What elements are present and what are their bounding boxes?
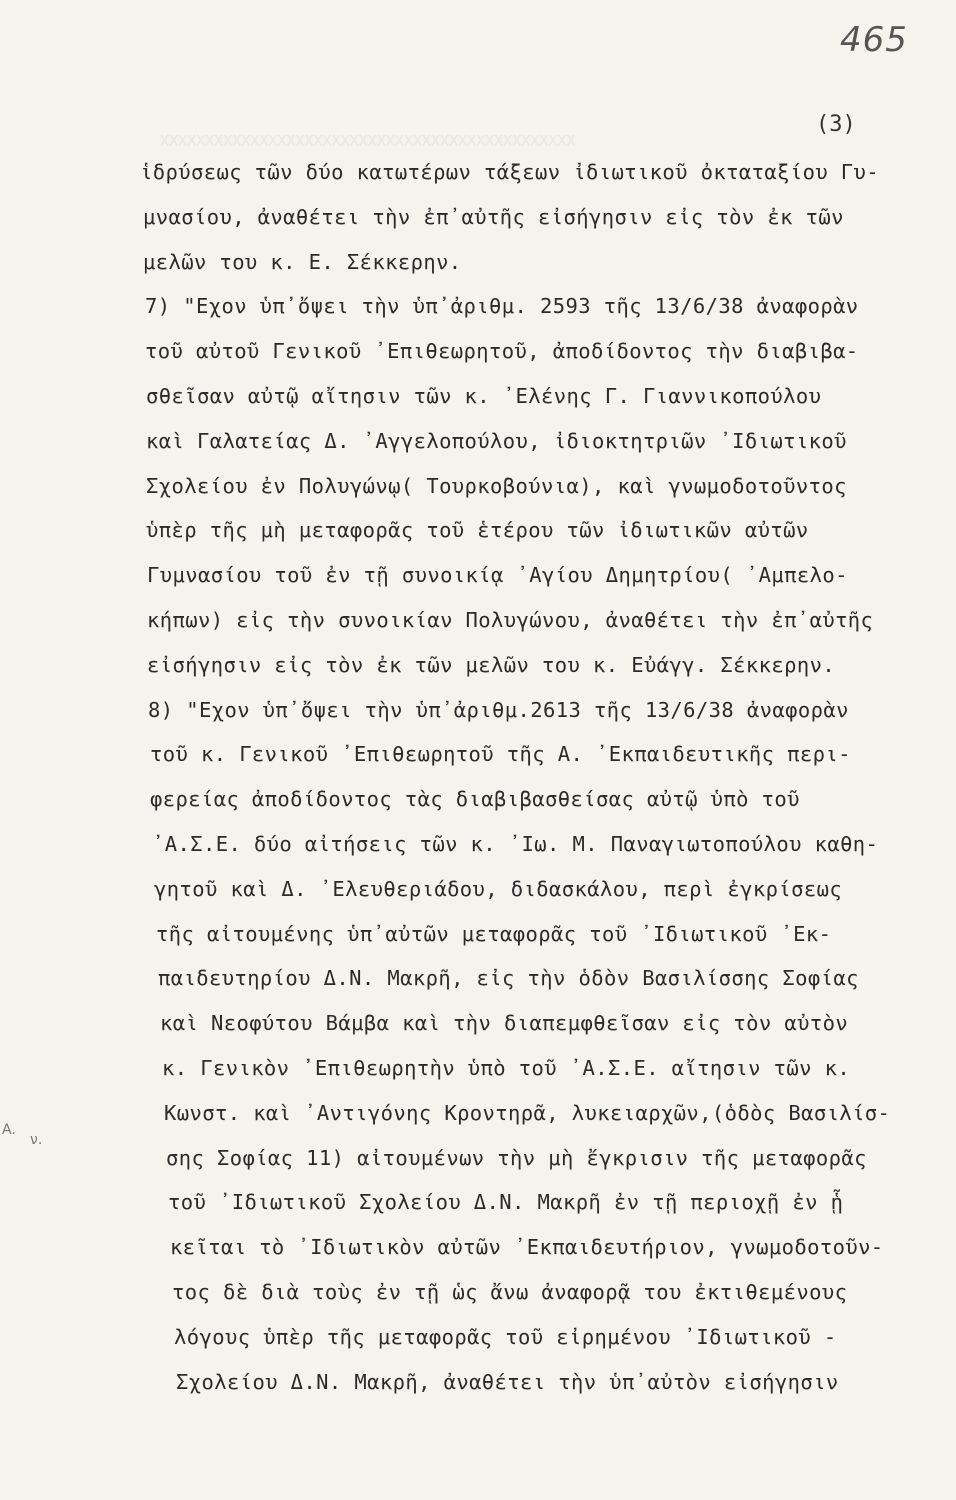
page-number: (3)	[816, 112, 856, 137]
text-line: ᾽Α.Σ.Ε. δύο αἰτήσεις τῶν κ. ᾽Ιω. Μ. Παναγιωτοπούλου καθη-	[152, 831, 879, 856]
margin-mark-2: ν.	[30, 1132, 43, 1148]
text-line: τῆς αἰτουμένης ὑπ᾽αὐτῶν μεταφορᾶς τοῦ ᾽Ιδιωτικοῦ ᾽Εκ-	[156, 921, 832, 946]
text-line: ἱδρύσεως τῶν δύο κατωτέρων τάξεων ἰδιωτικοῦ ὀκταταξίου Γυ-	[140, 160, 880, 184]
text-line: τοῦ κ. Γενικοῦ ᾽Επιθεωρητοῦ τῆς Α. ᾽Εκπαιδευτικῆς περι-	[150, 742, 851, 767]
text-line: εἰσήγησιν εἰς τὸν ἐκ τῶν μελῶν του κ. Εὐάγγ. Σέκκερην.	[147, 652, 836, 677]
text-line: Σχολείου ἐν Πολυγώνῳ( Τουρκοβούνια), καὶ γνωμοδοτοῦντος	[146, 473, 847, 498]
text-line: τος δὲ διὰ τοὺς ἐν τῇ ὡς ἄνω ἀναφορᾷ του ἐκτιθεμένους	[172, 1279, 848, 1304]
text-line: τοῦ αὐτοῦ Γενικοῦ ᾽Επιθεωρητοῦ, ἀποδίδοντος τὴν διαβιβα-	[145, 339, 859, 364]
text-line: παιδευτηρίου Δ.Ν. Μακρῆ, εἰς τὴν ὁδὸν Βασιλίσσης Σοφίας	[158, 966, 859, 991]
margin-mark-1: A.	[2, 1122, 16, 1138]
text-line: 8) "Εχον ὑπ᾽ὄψει τὴν ὑπ᾽ἀριθμ.2613 τῆς 13/6/38 ἀναφορὰν	[148, 697, 849, 722]
text-line: καὶ Γαλατείας Δ. ᾽Αγγελοπούλου, ἰδιοκτητριῶν ᾽Ιδιωτικοῦ	[146, 428, 847, 453]
text-line: τοῦ ᾽Ιδιωτικοῦ Σχολείου Δ.Ν. Μακρῆ ἐν τῇ περιοχῇ ἐν ᾗ	[168, 1190, 844, 1215]
text-line: λόγους ὑπὲρ τῆς μεταφορᾶς τοῦ εἰρημένου ᾽Ιδιωτικοῦ -	[174, 1324, 837, 1349]
folio-number: 465	[840, 20, 908, 60]
text-line: κεῖται τὸ ᾽Ιδιωτικὸν αὐτῶν ᾽Εκπαιδευτήριον, γνωμοδοτοῦν-	[170, 1235, 884, 1260]
text-line: Σχολείου Δ.Ν. Μακρῆ, ἀναθέτει τὴν ὑπ᾽αὐτὸν εἰσήγησιν	[176, 1369, 839, 1394]
text-line: Γυμνασίου τοῦ ἐν τῇ συνοικίᾳ ᾽Αγίου Δημητρίου( ᾽Αμπελο-	[147, 563, 848, 588]
text-line: σθεῖσαν αὐτῷ αἴτησιν τῶν κ. ᾽Ελένης Γ. Γιαννικοπούλου	[146, 383, 822, 408]
text-line: Κωνστ. καὶ ᾽Αντιγόνης Κροντηρᾶ, λυκειαρχῶν,(ὁδὸς Βασιλίσ-	[164, 1100, 891, 1125]
text-line: ὑπὲρ τῆς μὴ μεταφορᾶς τοῦ ἑτέρου τῶν ἰδιωτικῶν αὐτῶν	[146, 518, 809, 543]
text-line: φερείας ἀποδίδοντος τὰς διαβιβασθείσας αὐτῷ ὑπὸ τοῦ	[150, 787, 800, 812]
text-line: κήπων) εἰς τὴν συνοικίαν Πολυγώνου, ἀναθέτει τὴν ἐπ᾽αὐτῆς	[147, 607, 874, 632]
text-line: καὶ Νεοφύτου Βάμβα καὶ τὴν διαπεμφθεῖσαν εἰς τὸν αὐτὸν	[160, 1011, 849, 1036]
text-line: κ. Γενικὸν ᾽Επιθεωρητὴν ὑπὸ τοῦ ᾽Α.Σ.Ε. αἴτησιν τῶν κ.	[162, 1055, 851, 1080]
text-line: μελῶν του κ. Ε. Σέκκερην.	[143, 249, 462, 274]
typewritten-body	[140, 150, 940, 1404]
bleed-through-text: ΧΧΧΧΧΧΧΧΧΧΧΧΧΧΧΧΧΧΧΧΧΧΧΧΧΧΧΧΧΧΧΧΧΧΧΧΧΧΧΧΧΧΧΧΧΧ	[160, 132, 576, 150]
text-line: γητοῦ καὶ Δ. ᾽Ελευθεριάδου, διδασκάλου, περὶ ἐγκρίσεως	[154, 876, 843, 901]
text-line: σης Σοφίας 11) αἰτουμένων τὴν μὴ ἔγκρισιν τῆς μεταφορᾶς	[166, 1145, 867, 1170]
text-line: 7) "Εχον ὑπ᾽ὄψει τὴν ὑπ᾽ἀριθμ. 2593 τῆς 13/6/38 ἀναφορὰν	[145, 294, 859, 319]
text-line: μνασίου, ἀναθέτει τὴν ἐπ᾽αὐτῆς εἰσήγησιν εἰς τὸν ἐκ τῶν	[143, 204, 844, 229]
